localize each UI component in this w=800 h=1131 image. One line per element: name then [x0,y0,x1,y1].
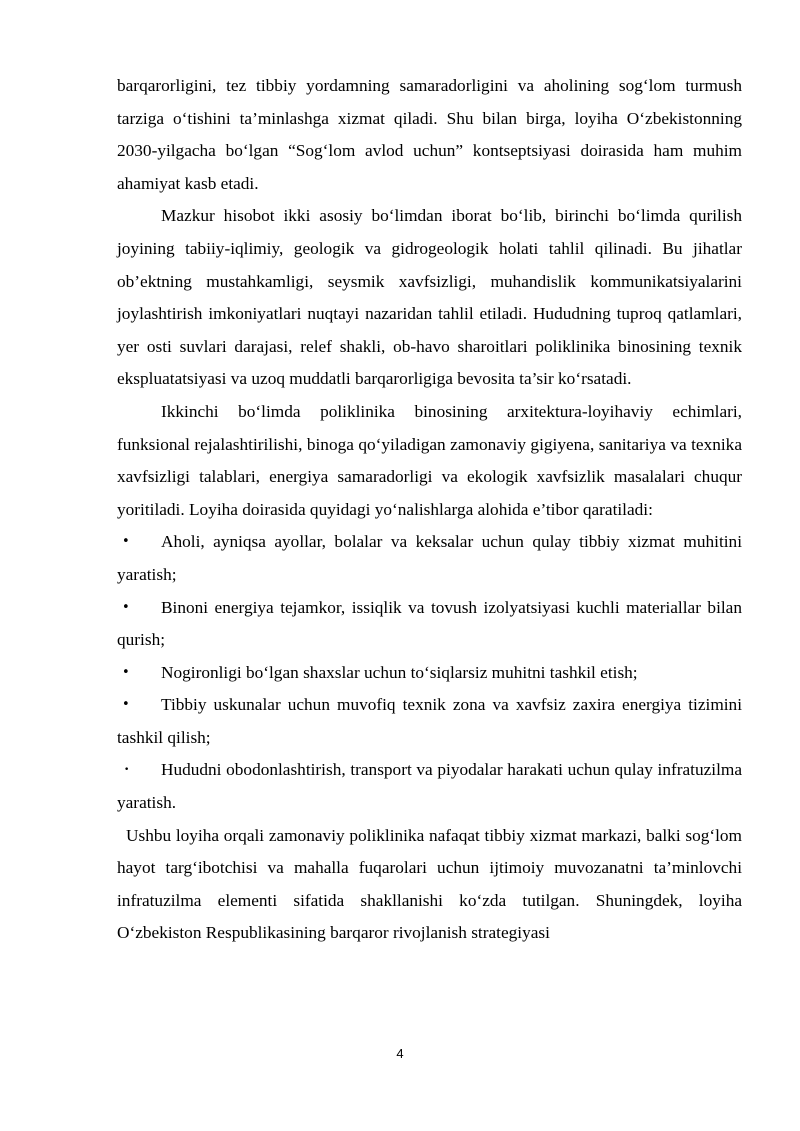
bullet-icon: • [124,765,130,776]
list-item [117,657,742,690]
list-item-text: Nogironligi bo‘lgan shaxslar uchun to‘siqlarsiz muhitni tashkil etish; [161,662,638,682]
list-item-text: Aholi, ayniqsa ayollar, bolalar va keksalar uchun qulay tibbiy xizmat muhitini yaratish; [117,532,742,584]
list-item [117,592,742,657]
list-item-text: Tibbiy uskunalar uchun muvofiq texnik zona va xavfsiz zaxira energiya tizimini tashkil qilish; [117,695,742,747]
list-item [117,754,742,819]
list-item [117,689,742,754]
bullet-icon: • [122,664,130,680]
page-number: 4 [396,1046,404,1061]
list-item-text: Binoni energiya tejamkor, issiqlik va tovush izolyatsiyasi kuchli materiallar bilan qurish; [117,597,742,650]
bullet-icon: • [122,534,130,550]
bullet-icon: • [122,697,130,713]
bullet-icon: • [122,599,130,615]
list-item [117,526,742,591]
paragraph-report-structure: Mazkur hisobot ikki asosiy bo‘limdan iborat bo‘lib, birinchi bo‘limda qurilish joyining tabiiy-iqlimiy, geologik va gidrogeologik holati tahlil qilinadi. Bu jihatlar ob’ektning mustahkamligi, seysmik xavfsizligi, muhandislik kommunikatsiyalarini joylashtirish imkoniyatlari nuqtayi nazaridan tahlil etiladi. Hududning tuproq qatlamlari, yer osti suvlari darajasi, relef shakli, ob-havo sharoitlari poliklinika binosining texnik ekspluatatsiyasi va uzoq muddatli barqarorligiga bevosita ta’sir ko‘rsatadi. [117,206,742,389]
paragraph-second-section: Ikkinchi bo‘limda poliklinika binosining arxitektura-loyihaviy echimlari, funksional rejalashtirilishi, binoga qo‘yiladigan zamonaviy gigiyena, sanitariya va texnika xavfsizligi talablari, energiya samaradorligi va ekologik xavfsizlik masalalari chuqur yoritiladi. Loyiha doirasida quyidagi yo‘nalishlarga alohida e’tibor qaratiladi: [117,401,742,519]
paragraph-intro-continuation: barqarorligini, tez tibbiy yordamning samaradorligini va aholining sog‘lom turmush tarziga o‘tishini ta’minlashga xizmat qiladi. Shu bilan birga, loyiha O‘zbekistonning 2030-yilgacha bo‘lgan “Sog‘lom avlod uchun” kontseptsiyasi doirasida ham muhim ahamiyat kasb etadi. [117,76,742,193]
paragraph-conclusion: Ushbu loyiha orqali zamonaviy poliklinika nafaqat tibbiy xizmat markazi, balki sog‘lom hayot targ‘ibotchisi va mahalla fuqarolari uchun ijtimoiy muvozanatni ta’minlovchi infratuzilma elementi sifatida shakllanishi ko‘zda tutilgan. Shuningdek, loyiha O‘zbekiston Respublikasining barqaror rivojlanish strategiyasi [117,825,742,943]
list-item-text: Hududni obodonlashtirish, transport va piyodalar harakati uchun qulay infratuzilma yaratish. [117,760,742,813]
body-text [117,70,742,950]
